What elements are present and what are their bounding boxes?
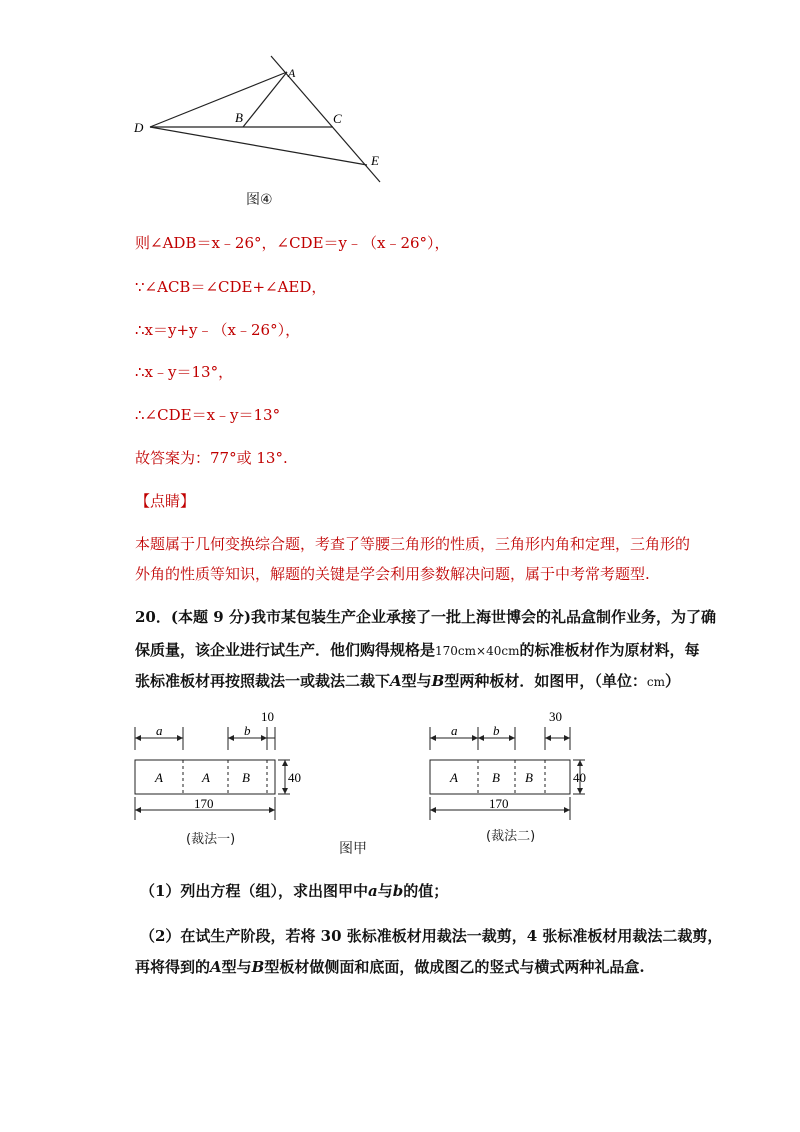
point-label-C: C xyxy=(333,111,342,126)
unit-cm: cm xyxy=(646,675,665,689)
var-b: b xyxy=(392,882,404,900)
problem-20-line-3-text-b: 型与 xyxy=(401,672,432,690)
width-label: 170 xyxy=(489,796,509,811)
cell-label-3: B xyxy=(242,770,250,785)
problem-20-line-1: 20．(本题 9 分)我市某包装生产企业承接了一批上海世博会的礼品盒制作业务，为了确 xyxy=(135,608,716,626)
question-1-text-b: 与 xyxy=(377,882,393,900)
question-2-line-1: （2）在试生产阶段，若将 30 张标准板材用裁法一裁剪，4 张标准板材用裁法二裁剪， xyxy=(140,927,723,945)
question-2-line-2-text-a: 再将得到的 xyxy=(135,958,211,976)
height-label: 40 xyxy=(288,770,301,785)
cell-label-1: A xyxy=(155,770,163,785)
segment-DA xyxy=(150,72,287,127)
question-2-line-2-text-c: 型板材做侧面和底面，做成图乙的竖式与横式两种礼品盒. xyxy=(264,958,645,976)
cell-label-3: B xyxy=(525,770,533,785)
comment-text-line-1: 本题属于几何变换综合题，考查了等腰三角形的性质，三角形内角和定理，三角形的 xyxy=(135,535,691,553)
segment-DE xyxy=(150,127,367,165)
problem-20-line-3-text-a: 张标准板材再按照裁法一或裁法二裁下 xyxy=(135,672,391,690)
question-2-line-2-text-b: 型与 xyxy=(221,958,252,976)
point-label-D: D xyxy=(134,120,144,135)
var-A: A xyxy=(390,672,402,690)
cutting-method-1-diagram xyxy=(130,705,310,845)
solution-line-5: ∴∠CDE＝x﹣y＝13° xyxy=(135,406,281,424)
question-1-text-a: （1）列出方程（组），求出图甲中 xyxy=(140,882,368,900)
problem-20-line-2-text-b: 的标准板材作为原材料，每 xyxy=(519,641,700,659)
solution-line-4: ∴x﹣y＝13°， xyxy=(135,363,234,381)
problem-20-line-2-text-a: 保质量，该企业进行试生产．他们购得规格是 xyxy=(135,641,436,659)
width-label: 170 xyxy=(194,796,214,811)
comment-heading: 【点睛】 xyxy=(135,492,196,510)
solution-line-2: ∵∠ACB＝∠CDE+∠AED， xyxy=(135,278,327,296)
var-B: B xyxy=(251,958,265,976)
method-1-caption: (裁法一) xyxy=(186,832,236,847)
figure-4-diagram xyxy=(125,50,395,185)
board-spec: 170cm×40cm xyxy=(435,644,520,658)
solution-answer: 故答案为：77°或 13°. xyxy=(135,449,288,467)
question-1-text-c: 的值； xyxy=(403,882,449,900)
point-label-B: B xyxy=(235,110,243,125)
dim-a-label: a xyxy=(451,723,458,738)
dim-gap-label: 30 xyxy=(549,709,562,724)
problem-20-line-3-text-c: 型两种板材．如图甲，（单位： xyxy=(444,672,647,690)
solution-line-3: ∴x＝y+y﹣（x﹣26°）， xyxy=(135,321,301,339)
figure-jia-caption: 图甲 xyxy=(339,841,367,857)
var-a: a xyxy=(367,882,378,900)
var-B: B xyxy=(431,672,445,690)
solution-line-1: 则∠ADB＝x﹣26°，∠CDE＝y﹣（x﹣26°）， xyxy=(135,234,450,252)
point-label-A: A xyxy=(288,66,296,80)
question-1 xyxy=(140,880,448,901)
dim-b-label: b xyxy=(493,723,500,738)
problem-20-line-3 xyxy=(135,670,680,691)
height-label: 40 xyxy=(573,770,586,785)
problem-20-line-2 xyxy=(135,639,699,660)
point-label-E: E xyxy=(371,153,379,168)
cell-label-1: A xyxy=(450,770,458,785)
problem-20-line-3-text-d: ） xyxy=(664,672,680,690)
cutting-method-2-diagram xyxy=(425,705,605,845)
comment-text-line-2: 外角的性质等知识，解题的关键是学会利用参数解决问题，属于中考常考题型. xyxy=(135,565,650,583)
dim-gap-label: 10 xyxy=(261,709,274,724)
cell-label-2: B xyxy=(492,770,500,785)
cell-label-2: A xyxy=(202,770,210,785)
dim-b-label: b xyxy=(244,723,251,738)
dim-a-label: a xyxy=(156,723,163,738)
figure-4-caption: 图④ xyxy=(246,192,273,208)
method-2-caption: (裁法二) xyxy=(486,829,536,844)
question-2-line-2 xyxy=(135,956,645,977)
var-A: A xyxy=(210,958,222,976)
